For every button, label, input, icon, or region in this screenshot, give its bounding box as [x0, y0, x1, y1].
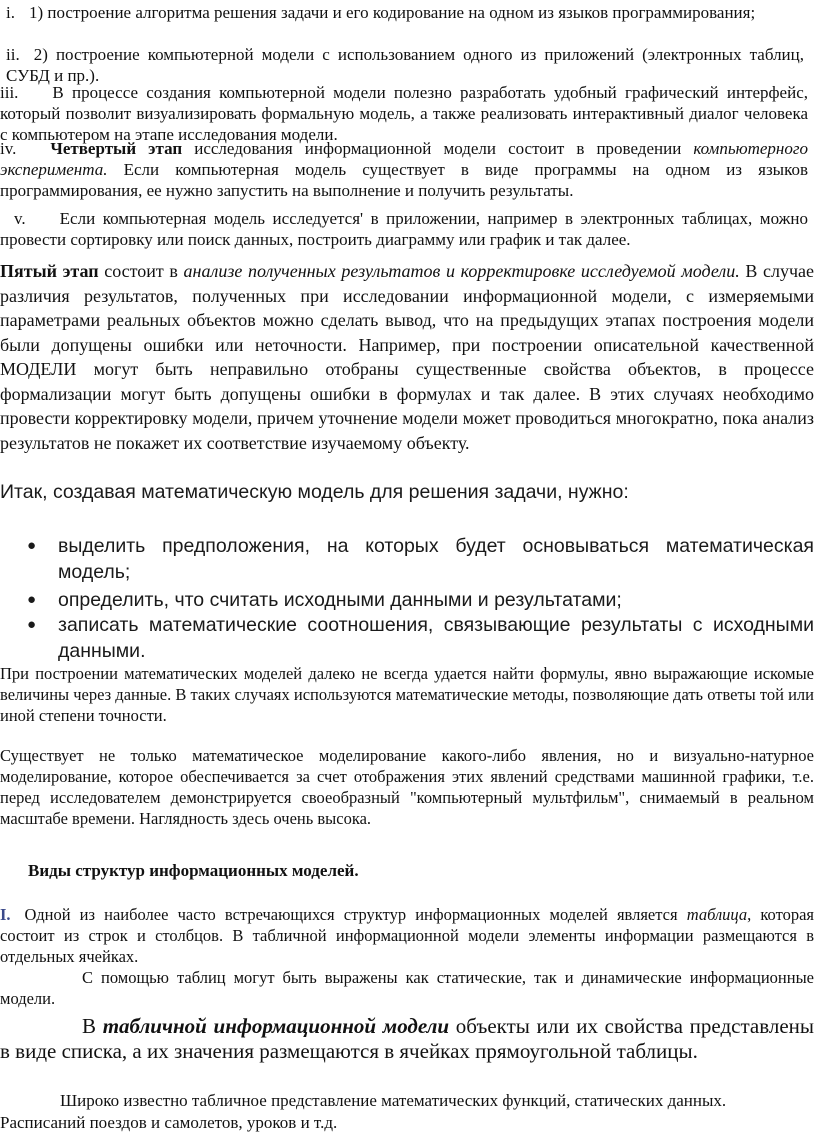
- item-number: i.: [6, 3, 15, 22]
- item-text: исследования информационной модели состоит в проведении: [182, 139, 694, 158]
- bullet-icon: ●: [27, 616, 37, 633]
- item-text: 2) построение компьютерной модели с использованием одного из приложений (электронных таблиц, СУБД и пр.).: [6, 45, 804, 85]
- section-text: Одной из наиболее часто встречающихся структур информационных моделей является: [24, 905, 687, 924]
- italic-term: анализе полученных результатов и корректировке исследуемой модели.: [183, 261, 740, 281]
- item-number: iii.: [0, 83, 19, 102]
- stage-label: Четвертый этап: [50, 139, 183, 158]
- stage5-paragraph: [0, 259, 814, 455]
- list-item-iv: [0, 138, 808, 201]
- item-number: ii.: [6, 45, 20, 64]
- list-item-i: [6, 2, 804, 23]
- stage5-text: состоит в: [98, 261, 184, 281]
- item-text-2: Если компьютерная модель существует в виде программы на одном из языков программирования, ее нужно запустить на выполнение и получить результаты.: [0, 160, 808, 200]
- section-1-tables-paragraph: С помощью таблиц могут быть выражены как статические, так и динамические информационные модели.: [0, 968, 814, 1008]
- section-1-table-model-paragraph: [0, 1014, 814, 1064]
- bullet-text: определить, что считать исходными данными и результатами;: [58, 589, 622, 611]
- stage-label: Пятый этап: [0, 261, 99, 281]
- section-heading: Виды структур информационных моделей.: [28, 861, 359, 880]
- item-number: v.: [14, 209, 26, 228]
- section-1-examples-paragraph: Широко известно табличное представление математических функций, статических данных. Расписаний поездов и самолетов, уроков и т.д.: [0, 1091, 727, 1132]
- bullet-item: [27, 587, 814, 613]
- paragraph-visual-modeling: Существует не только математическое моделирование какого-либо явления, но и визуально-натурное моделирование, которое обеспечивается за счет отображения этих явлений средствами машинной графики, т.е. перед исследователем демонстрируется своеобразный "компьютерный мультфильм", снимаемый в реальном масштабе времени. Наглядность здесь очень высока.: [0, 746, 814, 828]
- bullet-icon: ●: [27, 591, 37, 608]
- intro-sentence: Итак, создавая математическую модель для решения задачи, нужно:: [0, 481, 629, 503]
- paragraph-math-methods: При построении математических моделей далеко не всегда удается найти формулы, явно выражающие искомые величины через данные. В таких случаях используются математические методы, позволяющие дать ответы той или иной степени точности.: [0, 664, 814, 725]
- bullet-text: записать математические соотношения, связывающие результаты с исходными данными.: [58, 614, 814, 662]
- italic-term: табличной информационной модели: [102, 1014, 450, 1038]
- section-text-2: , которая состоит из строк и столбцов. В табличной информационной модели элементы информации размещаются в отдельных ячейках.: [0, 905, 814, 966]
- italic-term: компьютерного эксперимента.: [0, 139, 808, 179]
- item-number: iv.: [0, 139, 17, 158]
- stage5-text-2: В случае различия результатов, полученных при исследовании информационной модели, с измеряемыми параметрами реальных объектов можно сделать вывод, что на предыдущих этапах построения модели были допущены ошибки или неточности. Например, при построении описательной качественной МОДЕЛИ могут быть неправильно отобраны существенные свойства объектов, в процессе формализации могут быть допущены ошибки в формулах и так далее. В этих случаях необходимо провести корректировку модели, причем уточнение модели может проводиться многократно, пока анализ результатов не покажет их соответствие изучаемому объекту.: [0, 261, 814, 453]
- bullet-item: [27, 612, 814, 664]
- bullet-item: [27, 533, 814, 585]
- item-text: 1) построение алгоритма решения задачи и его кодирование на одном из языков программирования;: [28, 3, 756, 22]
- list-item-ii: [6, 44, 804, 86]
- section-number: I.: [0, 905, 11, 924]
- list-item-iii: [0, 82, 808, 145]
- item-text: В процессе создания компьютерной модели полезно разработать удобный графический интерфейс, который позволит визуализировать формальную модель, а также реализовать интерактивный диалог человека с компьютером на этапе исследования модели.: [0, 83, 808, 144]
- text-fragment: В: [82, 1014, 103, 1038]
- text-fragment-2: объекты или их свойства представлены в виде списка, а их значения размещаются в ячейках прямоугольной таблицы.: [0, 1014, 814, 1063]
- section-1-paragraph: [0, 904, 814, 967]
- italic-term: таблица: [686, 905, 748, 924]
- bullet-text: выделить предположения, на которых будет основываться математическая модель;: [58, 535, 814, 583]
- item-text: Если компьютерная модель исследуется' в приложении, например в электронных таблицах, можно провести сортировку или поиск данных, построить диаграмму или график и так далее.: [0, 209, 808, 249]
- bullet-icon: ●: [27, 537, 37, 554]
- list-item-v: [0, 208, 808, 250]
